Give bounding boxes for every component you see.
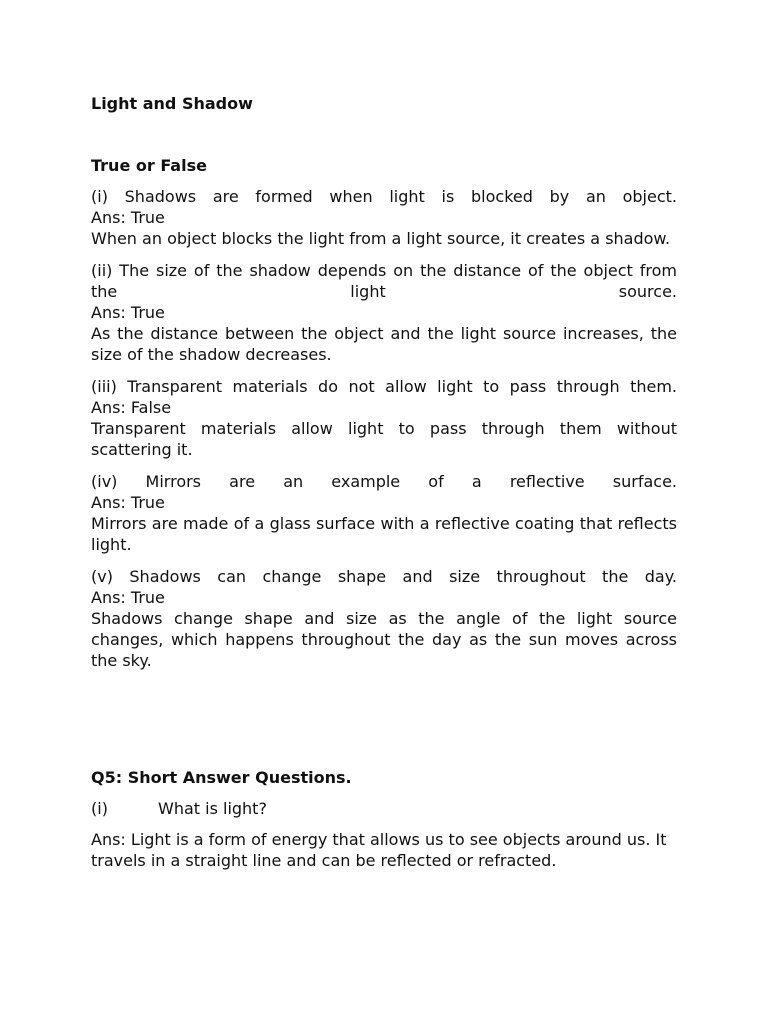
document-title: Light and Shadow [91,94,253,113]
short-answer-heading: Q5: Short Answer Questions. [91,768,352,787]
true-false-list [91,186,677,682]
tf-answer: Ans: True [91,588,165,607]
tf-question: (i) Shadows are formed when light is blocked by an object. [91,187,677,206]
true-false-item-5 [91,566,677,671]
tf-question: (ii) The size of the shadow depends on the distance of the object from the light source. [91,261,677,301]
tf-question: (iv) Mirrors are an example of a reflective surface. [91,472,677,491]
tf-explanation: As the distance between the object and the light source increases, the size of the shadow decreases. [91,324,677,364]
tf-explanation: When an object blocks the light from a light source, it creates a shadow. [91,229,671,248]
tf-explanation: Shadows change shape and size as the angle of the light source changes, which happens throughout the day as the sun moves across the sky. [91,609,677,670]
true-false-item-1 [91,186,677,249]
true-false-item-2 [91,260,677,365]
tf-answer: Ans: True [91,208,165,227]
true-false-item-4 [91,471,677,555]
tf-explanation: Mirrors are made of a glass surface with a reflective coating that reflects light. [91,514,677,554]
short-answer-answer: Ans: Light is a form of energy that allows us to see objects around us. It travels in a straight line and can be reflected or refracted. [91,830,667,870]
short-answer-question [91,798,267,819]
tf-answer: Ans: True [91,493,165,512]
tf-answer: Ans: False [91,398,172,417]
short-answer-question-text: What is light? [158,799,267,818]
tf-explanation: Transparent materials allow light to pass through them without scattering it. [91,419,677,459]
true-false-heading: True or False [91,156,207,175]
tf-question: (v) Shadows can change shape and size throughout the day. [91,567,677,586]
tf-question: (iii) Transparent materials do not allow light to pass through them. [91,377,677,396]
tf-answer: Ans: True [91,303,165,322]
true-false-item-3 [91,376,677,460]
short-answer-number: (i) [91,799,108,818]
